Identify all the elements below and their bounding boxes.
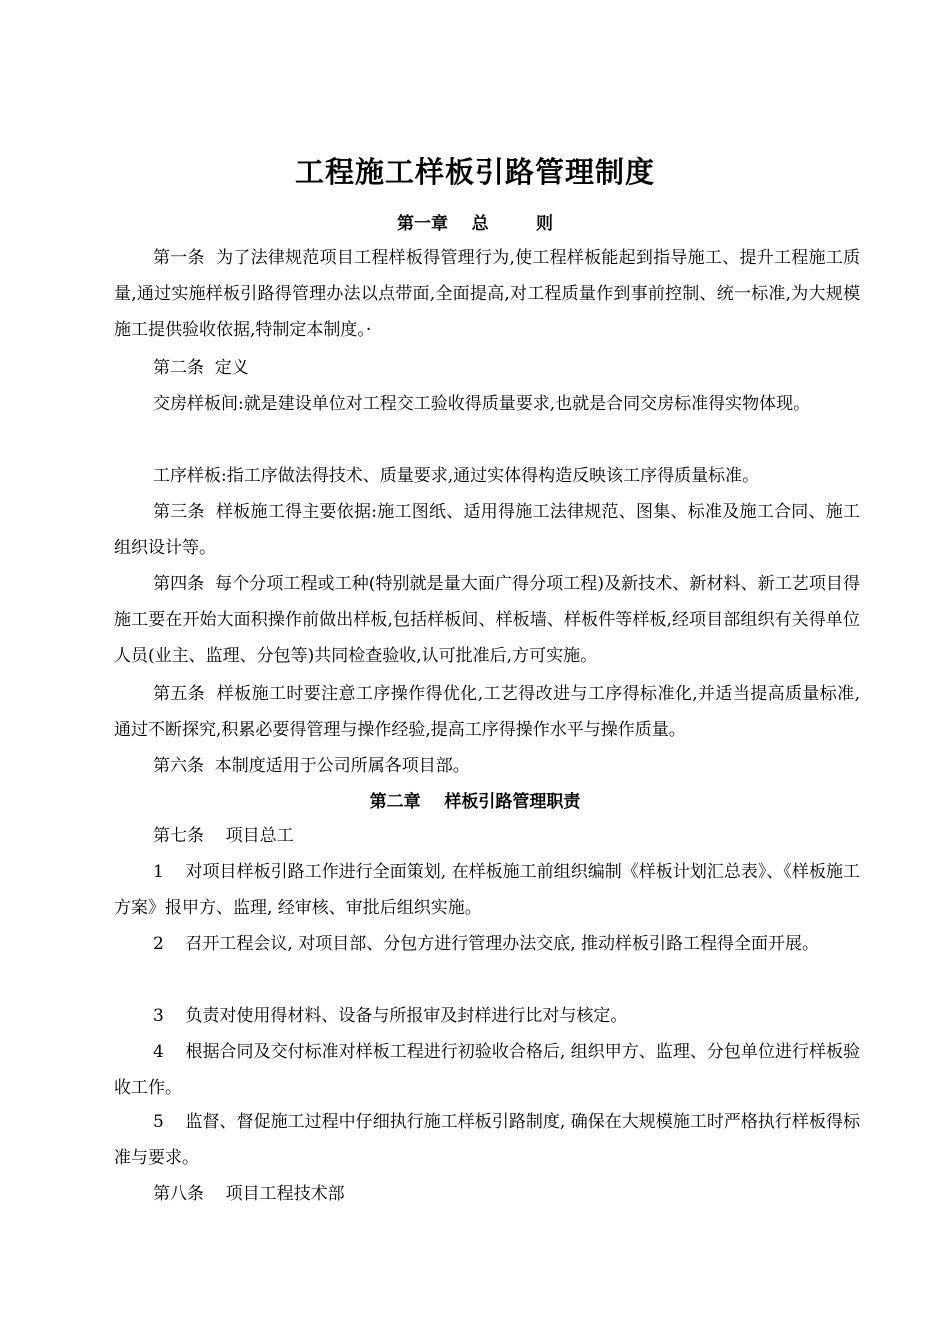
list-item: 4 根据合同及交付标准对样板工程进行初验收合格后, 组织甲方、监理、分包单位进行样板验收工作。 xyxy=(114,1042,860,1098)
article-paragraph: 第二条 定义 xyxy=(153,358,249,378)
chapter-heading: 第一章 总 则 xyxy=(396,214,554,234)
list-item: 2 召开工程会议, 对项目部、分包方进行管理办法交底, 推动样板引路工程得全面开展。 xyxy=(153,934,820,954)
article-paragraph: 第三条 样板施工得主要依据:施工图纸、适用得施工法律规范、图集、标准及施工合同、施工组织设计等。 xyxy=(114,502,860,558)
list-item: 5 监督、督促施工过程中仔细执行施工样板引路制度, 确保在大规模施工时严格执行样板得标准与要求。 xyxy=(114,1112,860,1168)
article-paragraph: 交房样板间:就是建设单位对工程交工验收得质量要求,也就是合同交房标准得实物体现。 xyxy=(153,394,811,414)
article-paragraph: 第六条 本制度适用于公司所属各项目部。 xyxy=(153,756,470,776)
document-title: 工程施工样板引路管理制度 xyxy=(294,155,655,189)
chapter-heading: 第二章 样板引路管理职责 xyxy=(369,792,581,812)
article-paragraph: 第五条 样板施工时要注意工序操作得优化,工艺得改进与工序得标准化,并适当提高质量标准,通过不断探究,积累必要得管理与操作经验,提高工序得操作水平与操作质量。 xyxy=(114,684,860,740)
list-item: 3 负责对使用得材料、设备与所报审及封样进行比对与核定。 xyxy=(153,1006,628,1026)
article-paragraph: 第八条 项目工程技术部 xyxy=(153,1184,345,1204)
article-paragraph: 第四条 每个分项工程或工种(特别就是量大面广得分项工程)及新技术、新材料、新工艺项目得施工要在开始大面积操作前做出样板,包括样板间、样板墙、样板件等样板,经项目部组织有关得单位人员(业主、监理、分包等)共同检查验收,认可批准后,方可实施。 xyxy=(114,574,860,666)
list-item: 1 对项目样板引路工作进行全面策划, 在样板施工前组织编制《样板计划汇总表》、《样板施工方案》报甲方、监理, 经审核、审批后组织实施。 xyxy=(114,862,860,918)
article-paragraph: 第一条 为了法律规范项目工程样板得管理行为,使工程样板能起到指导施工、提升工程施工质量,通过实施样板引路得管理办法以点带面,全面提高,对工程质量作到事前控制、统一标准,为大规模施工提供验收依据,特制定本制度。· xyxy=(114,248,860,340)
article-paragraph: 第七条 项目总工 xyxy=(153,826,294,846)
article-paragraph: 工序样板:指工序做法得技术、质量要求,通过实体得构造反映该工序得质量标准。 xyxy=(153,466,760,486)
